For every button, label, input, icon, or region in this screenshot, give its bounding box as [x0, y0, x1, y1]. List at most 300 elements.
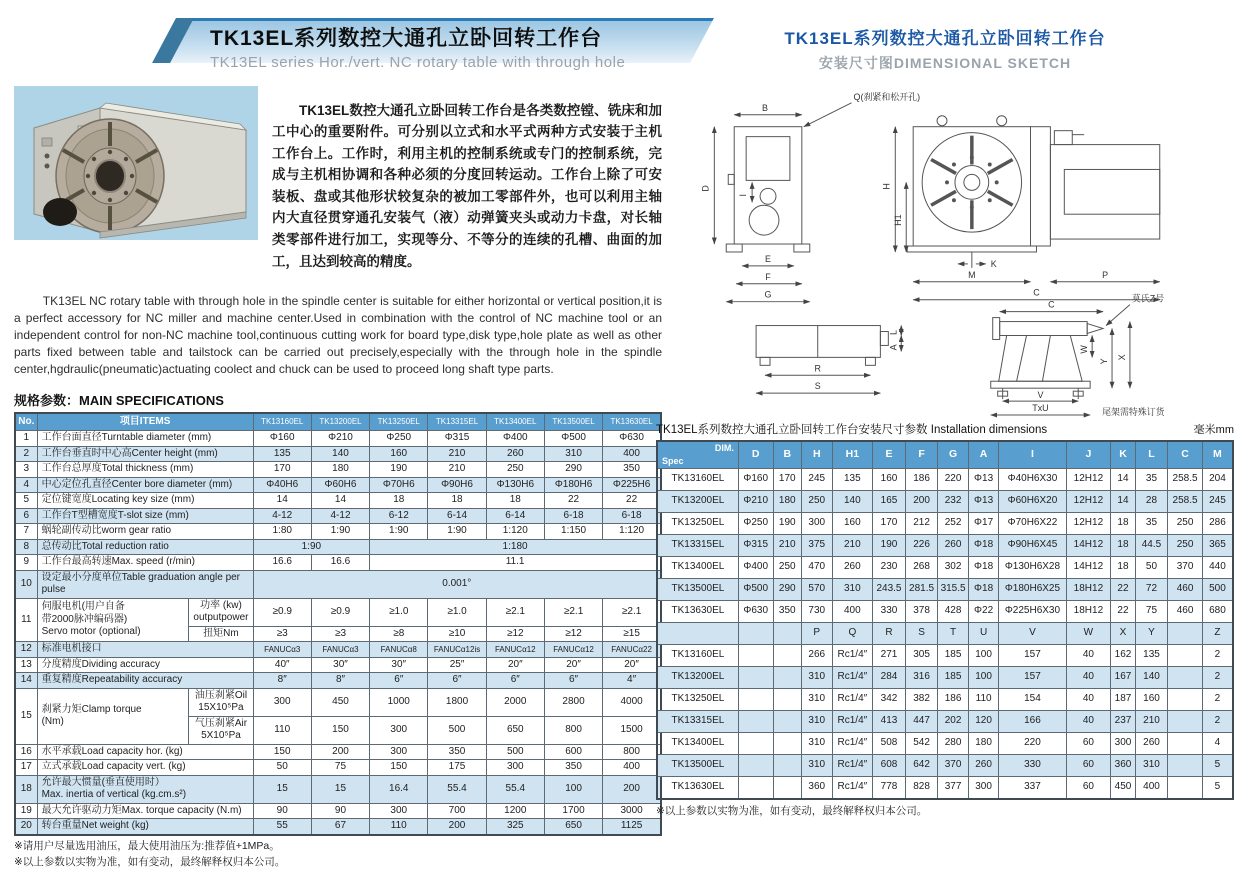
- table-row: [15, 760, 661, 776]
- cell: ≥2.1: [603, 598, 661, 626]
- dim-label-f: F: [765, 271, 771, 282]
- cell: 245: [801, 469, 832, 491]
- cell: 14: [311, 493, 369, 509]
- dim-label-i: I: [738, 194, 749, 197]
- cell: U: [968, 623, 999, 645]
- cell: [1168, 645, 1203, 667]
- cell: 1000: [370, 688, 428, 716]
- table-row: [657, 557, 1233, 579]
- cell: Φ22: [968, 601, 999, 623]
- table-row: [15, 508, 661, 524]
- cell: [1168, 689, 1203, 711]
- cell: 14H12: [1066, 535, 1111, 557]
- cell: 72: [1135, 579, 1168, 601]
- cell: Φ180H6X25: [999, 579, 1066, 601]
- cell: 25″: [428, 657, 486, 673]
- cell: 伺服电机(用户自备 带2000脉冲编码器) Servo motor (optional): [37, 598, 189, 642]
- cell: Φ315: [738, 535, 773, 557]
- cell: Φ160: [253, 431, 311, 447]
- cell: Rc1/4″: [832, 777, 873, 800]
- table-row: [657, 645, 1233, 667]
- cell: 蜗轮副传动比worm gear ratio: [37, 524, 253, 540]
- dim-label-h1: H1: [893, 214, 904, 226]
- cell: TK13250EL: [657, 689, 738, 711]
- cell: Rc1/4″: [832, 689, 873, 711]
- cell: 13: [15, 657, 37, 673]
- cell: 40: [1066, 645, 1111, 667]
- table-row: [657, 513, 1233, 535]
- cell: 16: [15, 744, 37, 760]
- cell: 680: [1202, 601, 1233, 623]
- cell: 18: [428, 493, 486, 509]
- header-cell: [657, 441, 738, 469]
- cell: 186: [938, 689, 969, 711]
- cell: 400: [603, 760, 661, 776]
- cell: 1500: [603, 716, 661, 744]
- cell: ≥3: [253, 626, 311, 642]
- cell: Y: [1135, 623, 1168, 645]
- cell: 60: [1066, 777, 1111, 800]
- header-cell: H: [801, 441, 832, 469]
- table-row: [657, 667, 1233, 689]
- cell: 14: [1111, 469, 1135, 491]
- cell: Φ18: [968, 557, 999, 579]
- cell: 工作台垂直时中心高Center height (mm): [37, 446, 253, 462]
- cell: [773, 689, 801, 711]
- cell: Φ210: [738, 491, 773, 513]
- cell: 210: [773, 535, 801, 557]
- cell: ≥0.9: [311, 598, 369, 626]
- cell: 2000: [486, 688, 544, 716]
- table-row: [15, 446, 661, 462]
- cell: 700: [428, 803, 486, 819]
- cell: 15: [253, 775, 311, 803]
- cell: 2: [1202, 645, 1233, 667]
- cell: [773, 777, 801, 800]
- cell: ≥1.0: [370, 598, 428, 626]
- cell: 35: [1135, 513, 1168, 535]
- cell: 258.5: [1168, 469, 1203, 491]
- header-cell: K: [1111, 441, 1135, 469]
- page-title: TK13EL系列数控大通孔立卧回转工作台: [210, 27, 603, 50]
- cell: FANUCα12: [544, 642, 602, 658]
- specifications-heading: 规格参数：MAIN SPECIFICATIONS: [14, 392, 224, 408]
- cell: 18: [1111, 535, 1135, 557]
- cell: 260: [968, 755, 999, 777]
- cell: 413: [873, 711, 906, 733]
- cell: 310: [801, 711, 832, 733]
- cell: Rc1/4″: [832, 645, 873, 667]
- table-row: [657, 579, 1233, 601]
- cell: 286: [1202, 513, 1233, 535]
- cell: 55: [253, 819, 311, 835]
- cell: 204: [1202, 469, 1233, 491]
- cell: TK13315EL: [657, 711, 738, 733]
- cell: S: [905, 623, 938, 645]
- cell: 150: [370, 760, 428, 776]
- diag-label-spec: Spec: [662, 455, 684, 466]
- cell: 180: [311, 462, 369, 478]
- cell: 243.5: [873, 579, 906, 601]
- cell: 500: [428, 716, 486, 744]
- cell: 75: [1135, 601, 1168, 623]
- table-row: [657, 491, 1233, 513]
- installation-dimensions-table: [656, 440, 1234, 800]
- cell: 300: [486, 760, 544, 776]
- dim-label-e: E: [765, 253, 772, 264]
- morse-taper-label: 莫氏Z号: [1131, 293, 1165, 304]
- cell: Rc1/4″: [832, 755, 873, 777]
- cell: 8″: [253, 673, 311, 689]
- cell: 160: [1135, 689, 1168, 711]
- cell: 165: [873, 491, 906, 513]
- cell: ≥2.1: [544, 598, 602, 626]
- cell: 150: [311, 716, 369, 744]
- cell: 1700: [544, 803, 602, 819]
- cell: ≥0.9: [253, 598, 311, 626]
- cell: 170: [773, 469, 801, 491]
- cell: 14H12: [1066, 557, 1111, 579]
- dim-label-k: K: [990, 258, 997, 269]
- cell: 160: [873, 469, 906, 491]
- cell: 8″: [311, 673, 369, 689]
- cell: 1: [15, 431, 37, 447]
- cell: 266: [801, 645, 832, 667]
- cell: 140: [311, 446, 369, 462]
- cell: 1200: [486, 803, 544, 819]
- cell: 200: [603, 775, 661, 803]
- cell: 28: [1135, 491, 1168, 513]
- cell: 160: [832, 513, 873, 535]
- table-row: [15, 462, 661, 478]
- cell: 1:80: [253, 524, 311, 540]
- dim-label-l: L: [888, 330, 899, 336]
- dim-label-y: Y: [1099, 358, 1110, 365]
- cell: 200: [905, 491, 938, 513]
- cell: ≥8: [370, 626, 428, 642]
- cell: FANUCα3: [253, 642, 311, 658]
- cell: Q: [832, 623, 873, 645]
- cell: 8: [15, 539, 37, 555]
- cell: 1:180: [370, 539, 661, 555]
- dim-label-d: D: [700, 185, 711, 192]
- header-cell: H1: [832, 441, 873, 469]
- dim-label-txu: TxU: [1032, 403, 1049, 414]
- cell: 15: [311, 775, 369, 803]
- dim-label-h: H: [881, 183, 892, 190]
- cell: 220: [938, 469, 969, 491]
- cell: 360: [1111, 755, 1135, 777]
- cell: 212: [905, 513, 938, 535]
- cell: ≥12: [544, 626, 602, 642]
- cell: 12H12: [1066, 469, 1111, 491]
- cell: 7: [15, 524, 37, 540]
- cell: 4-12: [253, 508, 311, 524]
- cell: 316: [905, 667, 938, 689]
- table-row: [15, 598, 661, 626]
- cell: TK13200EL: [657, 667, 738, 689]
- cell: 6″: [486, 673, 544, 689]
- cell: 1800: [428, 688, 486, 716]
- cell: 最大允许驱动力矩Max. torque capacity (N.m): [37, 803, 253, 819]
- header-cell: TK13400EL: [486, 413, 544, 431]
- left-column: [14, 0, 662, 870]
- cell: 6-18: [544, 508, 602, 524]
- cell: 140: [832, 491, 873, 513]
- cell: 18: [486, 493, 544, 509]
- cell: 40: [1066, 711, 1111, 733]
- cell: 185: [938, 645, 969, 667]
- cell: 工作台T型槽宽度T-slot size (mm): [37, 508, 253, 524]
- table-row: [657, 623, 1233, 645]
- cell: 40″: [253, 657, 311, 673]
- table-header-row: [657, 441, 1233, 469]
- cell: [773, 755, 801, 777]
- cell: X: [1111, 623, 1135, 645]
- cell: 400: [1135, 777, 1168, 800]
- cell: 260: [486, 446, 544, 462]
- cell: 300: [253, 688, 311, 716]
- cell: 250: [1168, 513, 1203, 535]
- cell: 260: [832, 557, 873, 579]
- dimension-table-title: TK13EL系列数控大通孔立卧回转工作台安装尺寸参数 Installation dimensions: [656, 424, 1048, 436]
- cell: FANUCα12: [486, 642, 544, 658]
- cell: TK13160EL: [657, 645, 738, 667]
- cell: 100: [968, 667, 999, 689]
- cell: Φ90H6: [428, 477, 486, 493]
- header-cell: TK13630EL: [603, 413, 661, 431]
- cell: 中心定位孔直径Center bore diameter (mm): [37, 477, 253, 493]
- cell: 15: [15, 688, 37, 744]
- cell: 6-12: [370, 508, 428, 524]
- cell: 258.5: [1168, 491, 1203, 513]
- cell: 气压刹紧Air 5X10⁵Pa: [189, 716, 253, 744]
- cell: Φ18: [968, 579, 999, 601]
- header-cell: B: [773, 441, 801, 469]
- cell: 500: [1202, 579, 1233, 601]
- cell: Rc1/4″: [832, 667, 873, 689]
- cell: 2: [15, 446, 37, 462]
- cell: 1:120: [486, 524, 544, 540]
- cell: [1168, 667, 1203, 689]
- cell: TK13400EL: [657, 733, 738, 755]
- diag-label-dim: DIM.: [714, 443, 734, 453]
- cell: 16.6: [311, 555, 369, 571]
- cell: 325: [486, 819, 544, 835]
- cell: 90: [311, 803, 369, 819]
- cell: 20″: [486, 657, 544, 673]
- cell: 2: [1202, 667, 1233, 689]
- cell: 460: [1168, 579, 1203, 601]
- dim-label-b: B: [762, 102, 769, 113]
- cell: 4″: [603, 673, 661, 689]
- clamp-hole-label: Q(刹紧和松开孔): [853, 91, 921, 102]
- cell: 310: [801, 667, 832, 689]
- header-cell: D: [738, 441, 773, 469]
- cell: 315.5: [938, 579, 969, 601]
- cell: FANUCα22: [603, 642, 661, 658]
- cell: 290: [544, 462, 602, 478]
- header-cell: A: [968, 441, 999, 469]
- cell: 135: [832, 469, 873, 491]
- cell: 功率 (kw) outputpower: [189, 598, 253, 626]
- cell: 730: [801, 601, 832, 623]
- cell: 2: [1202, 689, 1233, 711]
- footnote-disclaimer: ※以上参数以实物为准，如有变动，最终解释权归本公司。: [14, 855, 286, 868]
- cell: Φ13: [968, 491, 999, 513]
- cell: 470: [801, 557, 832, 579]
- cell: 工作台面直径Turntable diameter (mm): [37, 431, 253, 447]
- cell: 6″: [544, 673, 602, 689]
- cell: 310: [544, 446, 602, 462]
- cell: 260: [1135, 733, 1168, 755]
- header-cell: TK13250EL: [370, 413, 428, 431]
- cell: 600: [544, 744, 602, 760]
- cell: 440: [1202, 557, 1233, 579]
- cell: 350: [773, 601, 801, 623]
- dimension-table-title-row: [656, 421, 1234, 437]
- cell: 67: [311, 819, 369, 835]
- product-photo: [14, 86, 258, 240]
- header-cell: TK13200EL: [311, 413, 369, 431]
- table-row: [15, 555, 661, 571]
- cell: TK13250EL: [657, 513, 738, 535]
- cell: Rc1/4″: [832, 711, 873, 733]
- cell: [738, 733, 773, 755]
- cell: 447: [905, 711, 938, 733]
- cell: 20″: [603, 657, 661, 673]
- cell: [1168, 711, 1203, 733]
- dim-label-w: W: [1079, 345, 1090, 354]
- cell: Φ500: [738, 579, 773, 601]
- cell: Z: [1202, 623, 1233, 645]
- table-row: [657, 689, 1233, 711]
- cell: 210: [1135, 711, 1168, 733]
- installation-dimensions-table-container: [656, 440, 1234, 800]
- dim-label-x: X: [1116, 354, 1127, 361]
- cell: [1168, 733, 1203, 755]
- cell: 300: [370, 803, 428, 819]
- cell: 300: [801, 513, 832, 535]
- cell: Φ400: [486, 431, 544, 447]
- cell: 302: [938, 557, 969, 579]
- cell: 778: [873, 777, 906, 800]
- cell: TK13315EL: [657, 535, 738, 557]
- cell: 9: [15, 555, 37, 571]
- cell: [773, 667, 801, 689]
- cell: 250: [486, 462, 544, 478]
- cell: 2: [1202, 711, 1233, 733]
- cell: 19: [15, 803, 37, 819]
- cell: 刹紧力矩Clamp torque (Nm): [37, 688, 189, 744]
- cell: 245: [1202, 491, 1233, 513]
- cell: [738, 711, 773, 733]
- table-row: [15, 775, 661, 803]
- cell: T: [938, 623, 969, 645]
- cell: 定位键宽度Locating key size (mm): [37, 493, 253, 509]
- header-cell: C: [1168, 441, 1203, 469]
- cell: 542: [905, 733, 938, 755]
- cell: 185: [938, 667, 969, 689]
- header-cell: G: [938, 441, 969, 469]
- cell: 310: [801, 755, 832, 777]
- header-cell: E: [873, 441, 906, 469]
- cell: TK13400EL: [657, 557, 738, 579]
- dimensional-sketch-heading: 安装尺寸图DIMENSIONAL SKETCH: [818, 55, 1072, 71]
- cell: 186: [905, 469, 938, 491]
- cell: 135: [1135, 645, 1168, 667]
- cell: 175: [428, 760, 486, 776]
- table-row: [15, 570, 661, 598]
- cell: 14: [1111, 491, 1135, 513]
- cell: [738, 689, 773, 711]
- cell: 281.5: [905, 579, 938, 601]
- cell: [738, 667, 773, 689]
- cell: Φ60H6X20: [999, 491, 1066, 513]
- cell: Φ70H6X22: [999, 513, 1066, 535]
- cell: 190: [370, 462, 428, 478]
- cell: 250: [773, 557, 801, 579]
- cell: 268: [905, 557, 938, 579]
- page-subtitle: TK13EL series Hor./vert. NC rotary table with through hole: [210, 54, 626, 71]
- cell: 428: [938, 601, 969, 623]
- base-view: [756, 326, 901, 394]
- cell: 14: [253, 493, 311, 509]
- cell: FANUCα8: [370, 642, 428, 658]
- cell: ≥1.0: [428, 598, 486, 626]
- dimensional-sketch-drawing: [656, 75, 1234, 421]
- intro-row: [14, 86, 662, 286]
- cell: 55.4: [486, 775, 544, 803]
- cell: 17: [15, 760, 37, 776]
- dimension-table-unit: 毫米mm: [1193, 424, 1234, 436]
- cell: W: [1066, 623, 1111, 645]
- cell: 1:90: [311, 524, 369, 540]
- cell: 220: [999, 733, 1066, 755]
- cell: 1:90: [370, 524, 428, 540]
- cell: 12: [15, 642, 37, 658]
- cell: 120: [968, 711, 999, 733]
- cell: TK13500EL: [657, 579, 738, 601]
- header-cell: 项目ITEMS: [37, 413, 253, 431]
- cell: 342: [873, 689, 906, 711]
- cell: 0.001°: [253, 570, 661, 598]
- cell: 300: [370, 716, 428, 744]
- table-row: [15, 524, 661, 540]
- cell: 260: [938, 535, 969, 557]
- cell: 400: [603, 446, 661, 462]
- cell: [773, 623, 801, 645]
- cell: FANUCα12is: [428, 642, 486, 658]
- dim-label-s: S: [814, 381, 821, 392]
- cell: 40: [1066, 667, 1111, 689]
- cell: 4: [15, 477, 37, 493]
- cell: 1:90: [428, 524, 486, 540]
- cell: 110: [370, 819, 428, 835]
- cell: 允许最大惯量(垂直使用时） Max. inertia of vertical (kg.cm.s²): [37, 775, 253, 803]
- cell: Φ225H6X30: [999, 601, 1066, 623]
- cell: 40: [1066, 689, 1111, 711]
- cell: Φ160: [738, 469, 773, 491]
- cell: 232: [938, 491, 969, 513]
- cell: 202: [938, 711, 969, 733]
- cell: 油压刹紧Oil 15X10⁵Pa: [189, 688, 253, 716]
- cell: 180: [968, 733, 999, 755]
- cell: 190: [873, 535, 906, 557]
- cell: 140: [1135, 667, 1168, 689]
- cell: 800: [603, 744, 661, 760]
- cell: 44.5: [1135, 535, 1168, 557]
